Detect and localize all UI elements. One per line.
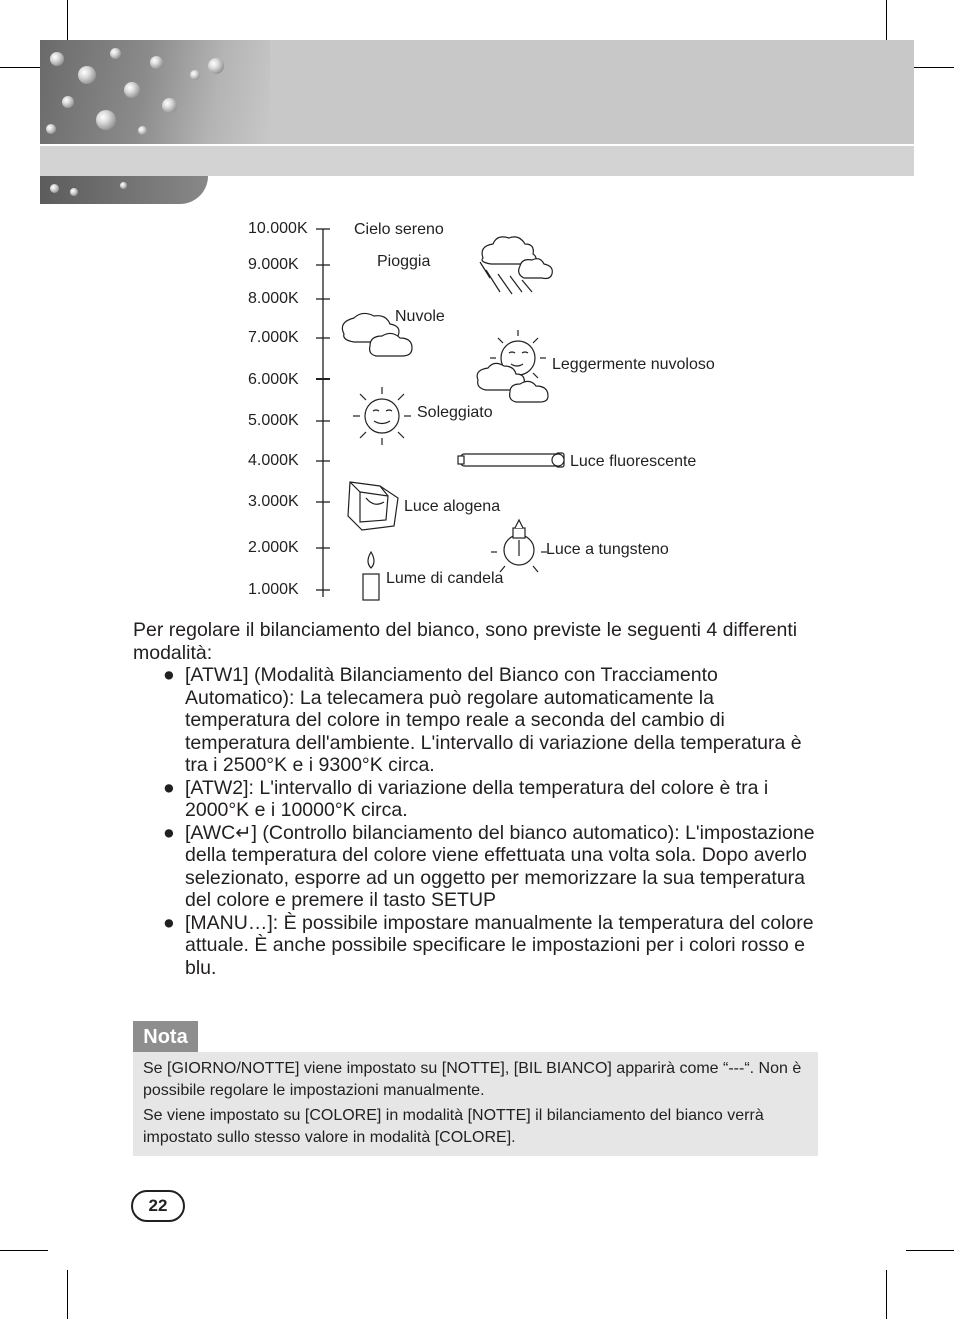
note-box xyxy=(133,1052,818,1156)
label-sunny: Soleggiato xyxy=(417,404,493,421)
kelvin-label: 2.000K xyxy=(248,539,299,556)
sun-icon xyxy=(353,387,411,445)
crop-mark xyxy=(906,1250,954,1251)
fluorescent-tube-icon xyxy=(458,453,564,467)
list-item xyxy=(163,664,823,777)
kelvin-label: 5.000K xyxy=(248,412,299,429)
bullet-text: [ATW1] (Modalità Bilanciamento del Bianco con Tracciamento Automatico): La telecamera può regolare automaticamente la temperatura del colore in tempo reale a seconda del cambio di temperatura dell'ambiente. L'intervallo di variazione della temperatura è tra i 2500°K e i 9300°K circa. xyxy=(185,664,802,776)
note-title: Nota xyxy=(133,1021,198,1052)
label-clouds: Nuvole xyxy=(395,308,445,325)
kelvin-label: 10.000K xyxy=(248,220,308,237)
rain-cloud-icon xyxy=(480,237,552,294)
kelvin-label: 1.000K xyxy=(248,581,299,598)
label-clear-sky: Cielo sereno xyxy=(354,221,444,238)
bullet-dot: ● xyxy=(163,911,175,934)
kelvin-label: 8.000K xyxy=(248,290,299,307)
label-halogen: Luce alogena xyxy=(404,498,501,515)
white-balance-modes-list xyxy=(163,664,823,979)
bullet-text: [MANU…]: È possibile impostare manualmente la temperatura del colore attuale. È anche possibile specificare le impostazioni per i colori rosso e blu. xyxy=(185,911,814,979)
bullet-text: [ATW2]: L'intervallo di variazione della temperatura del colore è tra i 2000°K e i 10000°K circa. xyxy=(185,776,769,821)
intro-paragraph: Per regolare il bilanciamento del bianco, sono previste le seguenti 4 differenti modalità: xyxy=(133,619,798,664)
kelvin-axis xyxy=(316,229,330,597)
label-partly-cloudy: Leggermente nuvoloso xyxy=(552,356,715,373)
list-item xyxy=(163,822,823,912)
kelvin-label: 3.000K xyxy=(248,493,299,510)
kelvin-label: 7.000K xyxy=(248,329,299,346)
kelvin-label: 6.000K xyxy=(248,371,299,388)
note-line: Se viene impostato su [COLORE] in modalità [NOTTE] il bilanciamento del bianco verrà impostato sullo stesso valore in modalità [COLORE]. xyxy=(143,1107,764,1146)
crop-mark xyxy=(67,1270,68,1319)
kelvin-label: 4.000K xyxy=(248,452,299,469)
page-number: 22 xyxy=(131,1190,185,1222)
list-item xyxy=(163,777,823,822)
label-fluorescent: Luce fluorescente xyxy=(570,453,697,470)
tungsten-bulb-icon xyxy=(491,520,547,572)
diagram-artwork xyxy=(0,0,954,620)
list-item xyxy=(163,912,823,980)
kelvin-label: 9.000K xyxy=(248,256,299,273)
label-candle: Lume di candela xyxy=(386,570,504,587)
label-tungsten: Luce a tungsteno xyxy=(546,541,669,558)
bullet-dot: ● xyxy=(163,664,175,686)
bullet-dot: ● xyxy=(163,776,175,799)
bullet-dot: ● xyxy=(163,821,175,844)
note-line: Se [GIORNO/NOTTE] viene impostato su [NOTTE], [BIL BIANCO] apparirà come “---“. Non è possibile regolare le impostazioni manualmente. xyxy=(143,1060,802,1099)
label-rain: Pioggia xyxy=(377,253,431,270)
halogen-lamp-icon xyxy=(348,482,398,530)
partly-cloudy-icon xyxy=(477,330,548,402)
candle-icon xyxy=(363,552,379,600)
crop-mark xyxy=(0,1250,48,1251)
bullet-text: [AWC↵] (Controllo bilanciamento del bianco automatico): L'impostazione della temperatura del colore viene effettuata una volta sola. Dopo averlo selezionato, esporre ad un oggetto per memorizzare la sua temperatura del colore e premere il tasto SETUP xyxy=(185,821,815,911)
crop-mark xyxy=(886,1270,887,1319)
